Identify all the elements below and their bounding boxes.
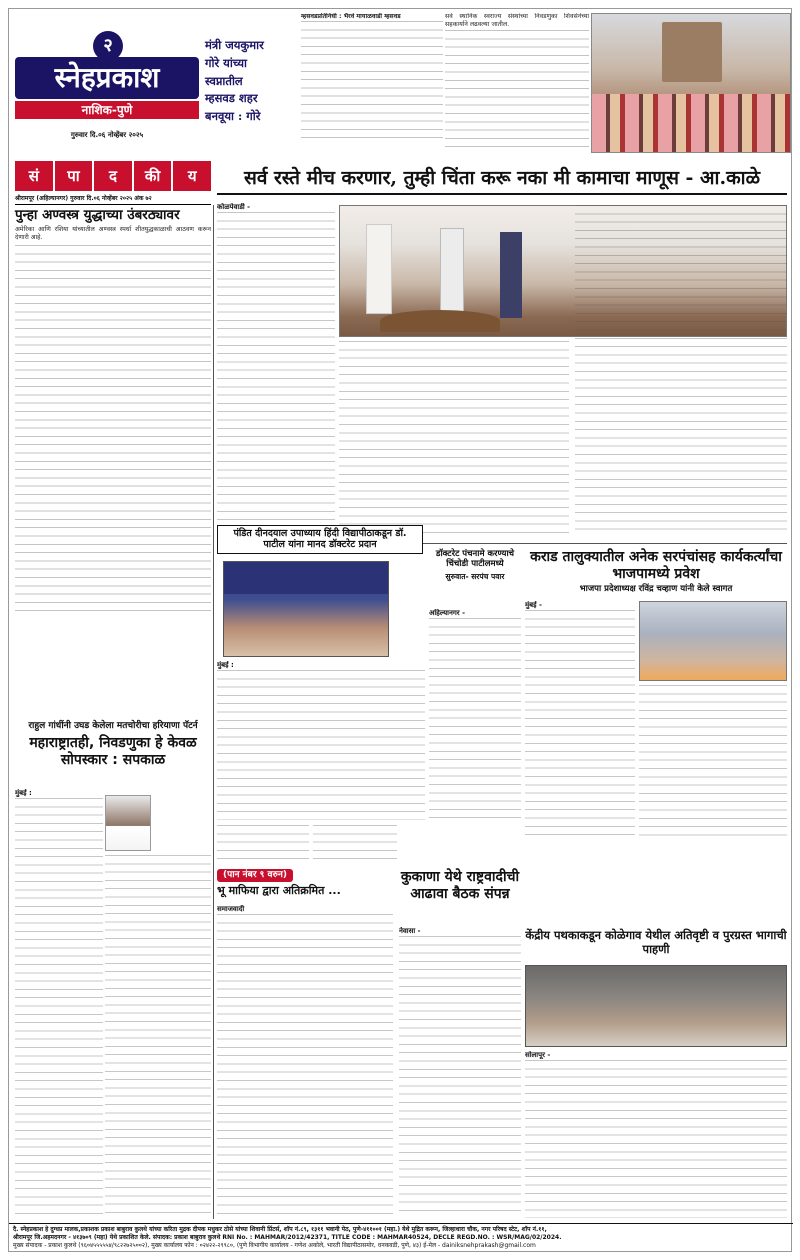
side-headline xyxy=(205,37,295,126)
newspaper-edition: नाशिक-पुणे xyxy=(15,101,199,119)
sapkal-story-text-1 xyxy=(15,789,103,1219)
award-story-text xyxy=(217,661,425,821)
side-headline-line: गोरे यांच्या xyxy=(205,55,248,70)
crowd-shape xyxy=(592,94,790,152)
story-dateline: मुंबई : xyxy=(217,661,234,669)
side-headline-line: मंत्री जयकुमार xyxy=(205,38,264,52)
headline-text: केंद्रीय पथकाकडून कोळेगाव येथील अतिवृष्टी व पुरग्रस्त भागाची पाहणी xyxy=(525,928,787,956)
sapkal-story-text-2 xyxy=(105,855,211,1219)
panchname-story-text xyxy=(429,609,521,821)
story-headline-kukana xyxy=(399,869,521,903)
story-headline-sapkal xyxy=(15,721,211,768)
kukana-story-text xyxy=(399,927,521,1219)
side-headline-line: बनवूया : गोरे xyxy=(205,109,261,124)
editorial-dateline: श्रीरामपूर (अहिल्यानगर) गुरुवार दि.०६ नोव्हेंबर २०२५ अंक ७२ xyxy=(15,195,211,205)
flood-inspection-photo xyxy=(525,965,787,1047)
solapur-story-text xyxy=(525,1051,787,1219)
story-dateline: अहिल्यानगर - xyxy=(429,609,465,617)
newspaper-title: स्नेहप्रकाश xyxy=(15,57,199,99)
banner-letter: द xyxy=(94,161,132,191)
side-headline-line: स्वप्नातील xyxy=(205,73,243,88)
story-lead: सर्व स्थानिक स्वराज्य संस्थांच्या निवडणुका शिवसेनेच्या सहकार्याने लढवल्या जातील. xyxy=(445,13,589,29)
newspaper-page xyxy=(8,8,792,1252)
newspaper-logo xyxy=(15,31,199,127)
main-story-dateline: कोळपेवाडी - xyxy=(217,203,251,211)
imprint-line: दै. स्नेहप्रकाश हे दुग्धप्र मालक,प्रकाशक प्रकाश बाबुराव कुलथे यांच्या करिता मुद्रक दीपक मधुकर ठोसे यांच्या शिवानी प्रिंटर्स, शॉप नं.८९, १३११ भवानी पेठ, पुणे-४११००१ (महा.) येथे मुद्रित करून, जिल्हाधारा चौक, नगर परिषद स्टेट, शॉप नं.११, xyxy=(13,1226,547,1233)
ground-shape xyxy=(380,310,500,332)
story-dateline: सोलापूर - xyxy=(525,1051,551,1059)
headline-text: पंडित दीनदयाल उपाध्याय हिंदी विद्यापीठाकडून डॉ. पाटील यांना मानद डॉक्टरेट प्रदान xyxy=(233,528,407,551)
masthead-story-text xyxy=(301,13,443,151)
leader-portrait xyxy=(105,795,151,851)
story-lead: म्हसवडप्रतिनिधी : भैरवे मायाळवाडी म्हसवड xyxy=(301,13,401,20)
banner-letter: पा xyxy=(55,161,93,191)
karad-story-text-2 xyxy=(639,685,787,837)
masthead xyxy=(9,9,793,157)
memorial-photo xyxy=(591,13,791,153)
story-dateline: समाजवादी xyxy=(217,905,245,913)
banner-letter: य xyxy=(173,161,211,191)
story-sub-karad xyxy=(525,584,787,594)
imprint-line: श्रीरामपूर जि.अहमदनगर - ४१३७०९ (महा) येथे प्रकाशित केले. संपादक: प्रकाश बाबुराव कुलथे RNI No. : MAHMAR/2012/42371, TITLE CODE : MAHMAR40524, DECLE REGD.NO. : WSR/MAG/02/2024. xyxy=(13,1234,562,1242)
sapkal-story-text-3 xyxy=(217,825,309,865)
story-headline-solapur xyxy=(525,929,787,957)
banner-letter: सं xyxy=(15,161,53,191)
stage-banner-shape xyxy=(224,562,388,594)
headline-text: कराड तालुक्यातील अनेक सरपंचांसह कार्यकर्त्यांचा भाजपामध्ये प्रवेश xyxy=(530,549,782,582)
story-dateline: मुंबई : xyxy=(15,789,32,797)
main-story-column-2 xyxy=(339,341,569,537)
story-headline-bhumafia xyxy=(217,869,395,897)
person-shape xyxy=(500,232,522,318)
story-dateline: मुंबई - xyxy=(525,601,542,609)
story-headline-karad xyxy=(525,549,787,583)
story-dateline: नेवासा - xyxy=(399,927,421,935)
bhumafia-story-text xyxy=(217,905,393,1219)
sapkal-story-text-4 xyxy=(313,825,397,865)
logo-number: २ xyxy=(93,31,123,61)
issue-date: गुरुवार दि.०६ नोव्हेंबर २०२५ xyxy=(70,131,144,139)
editorial-banner xyxy=(15,161,211,191)
story-headline-panchname xyxy=(429,549,521,581)
editorial-column xyxy=(15,207,211,611)
karad-story-text-1 xyxy=(525,601,635,837)
editorial-title: पुन्हा अण्वस्त्र युद्धाच्या उंबरठ्यावर xyxy=(15,207,180,223)
main-story-column-1 xyxy=(217,203,335,539)
monument-shape xyxy=(662,22,722,82)
subheadline-text: सुरुवात- सरपंच पवार xyxy=(445,572,505,582)
column-divider xyxy=(213,205,214,1219)
story-headline-award xyxy=(217,525,423,554)
headline-text: महाराष्ट्रातही, निवडणुका हे केवळ सोपस्कार : सपकाळ xyxy=(29,734,197,768)
banner-letter: की xyxy=(134,161,172,191)
main-story-column-3 xyxy=(575,205,787,537)
imprint-footer xyxy=(9,1223,793,1253)
side-headline-line: म्हसवड शहर xyxy=(205,91,258,106)
subheadline-text: भाजपा प्रदेशाध्यक्ष रविंद्र चव्हाण यांनी केले स्वागत xyxy=(579,584,733,594)
person-shape xyxy=(366,224,392,314)
award-ceremony-photo xyxy=(223,561,389,657)
main-headline: सर्व रस्ते मीच करणार, तुम्ही चिंता करू नका मी कामाचा माणूस - आ.काळे xyxy=(217,161,787,195)
headline-text: डॉक्टरेट पंचनामे करण्याचे चिंचोडी पाटीलमध्ये xyxy=(435,549,515,570)
headline-text: भू माफिया द्वारा अतिक्रमित ... xyxy=(217,883,341,897)
masthead-story-text-2 xyxy=(445,13,589,153)
headline-text: कुकाणा येथे राष्ट्रवादीची आढावा बैठक संपन्न xyxy=(400,869,520,902)
kicker-text: राहुल गांधींनी उघड केलेला मतचोरीचा हरियाणा पॅटर्न xyxy=(28,721,198,731)
imprint-contact: मुख्य संपादक - प्रकाश कुलथे (९६०४५५५५५४/९८२२७२५००२), मुख्य कार्यालय फोन : ०२४२२-२९९८०, (पुणे विभागीय कार्यालय - गणेश अकोले, भारती विद्यापीठासमोर, धनकवडी, पुणे, ४३) ई-मेल - dainiksnehprakash@gmail.com xyxy=(13,1242,536,1250)
person-shape xyxy=(440,228,464,316)
editorial-lead: अमेरिका आणि रशिया यांच्यातील अण्वस्त्र स्पर्धा शीतयुद्धकाळाची आठवण करून देणारी आहे. xyxy=(15,226,211,242)
bjp-induction-photo xyxy=(639,601,787,681)
continuation-tag: (पान नंबर ९ वरुन) xyxy=(217,869,293,882)
